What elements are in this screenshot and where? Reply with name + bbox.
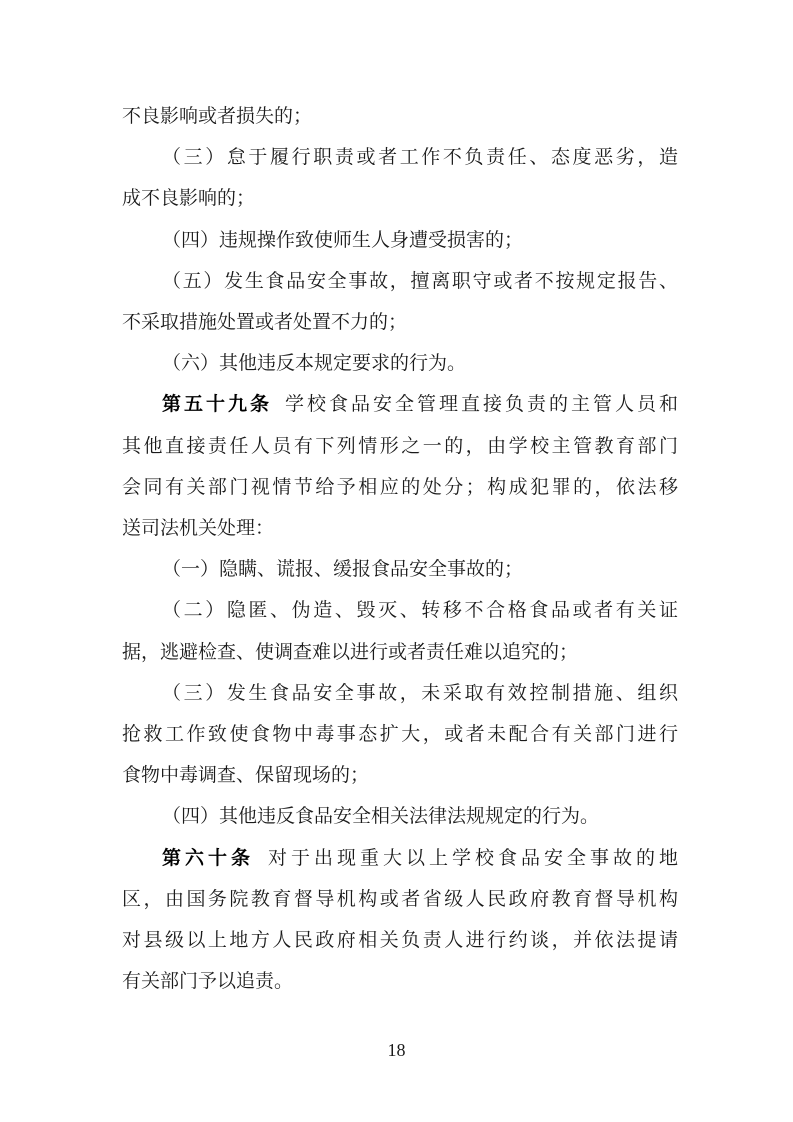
text-line: （六）其他违反本规定要求的行为。	[162, 352, 467, 375]
text-line: 抢救工作致使食物中毒事态扩大，或者未配合有关部门进行	[122, 723, 678, 745]
article-59-heading: 第五十九条	[162, 393, 272, 416]
text-line: （四）其他违反食品安全相关法律法规规定的行为。	[162, 805, 600, 828]
text-line: 成不良影响的；	[122, 187, 256, 210]
article-60-heading: 第六十条	[162, 846, 254, 869]
text-line: （五）发生食品安全事故，擅离职守或者不按规定报告、	[162, 269, 678, 292]
page-number: 18	[387, 1040, 406, 1060]
text-line: （四）违规操作致使师生人身遭受损害的；	[162, 228, 524, 251]
article-59-first-line	[162, 392, 678, 416]
text-line: （三）发生食品安全事故，未采取有效控制措施、组织	[162, 681, 678, 704]
text-line: （一）隐瞒、谎报、缓报食品安全事故的；	[162, 558, 524, 581]
text-line: （三）怠于履行职责或者工作不负责任、态度恶劣，造	[162, 146, 678, 169]
text-line: （二）隐匿、伪造、毁灭、转移不合格食品或者有关证	[162, 599, 678, 622]
text-line: 食物中毒调查、保留现场的；	[122, 764, 370, 787]
text-line: 其他直接责任人员有下列情形之一的，由学校主管教育部门	[122, 434, 678, 457]
text-line: 送司法机关处理：	[122, 517, 275, 539]
text-line: 对于出现重大以上学校食品安全事故的地	[264, 846, 678, 869]
article-60-first-line	[162, 846, 678, 870]
text-line: 对县级以上地方人民政府相关负责人进行约谈，并依法提请	[122, 929, 678, 951]
text-line: 不采取措施处置或者处置不力的；	[122, 311, 408, 333]
text-line: 有关部门予以追责。	[122, 970, 294, 993]
text-line: 不良影响或者损失的；	[122, 105, 313, 127]
text-line: 学校食品安全管理直接负责的主管人员和	[282, 393, 678, 416]
text-line: 据，逃避检查、使调查难以进行或者责任难以追究的；	[122, 640, 579, 663]
text-line: 会同有关部门视情节给予相应的处分；构成犯罪的，依法移	[122, 475, 678, 498]
text-line: 区，由国务院教育督导机构或者省级人民政府教育督导机构	[122, 887, 678, 910]
